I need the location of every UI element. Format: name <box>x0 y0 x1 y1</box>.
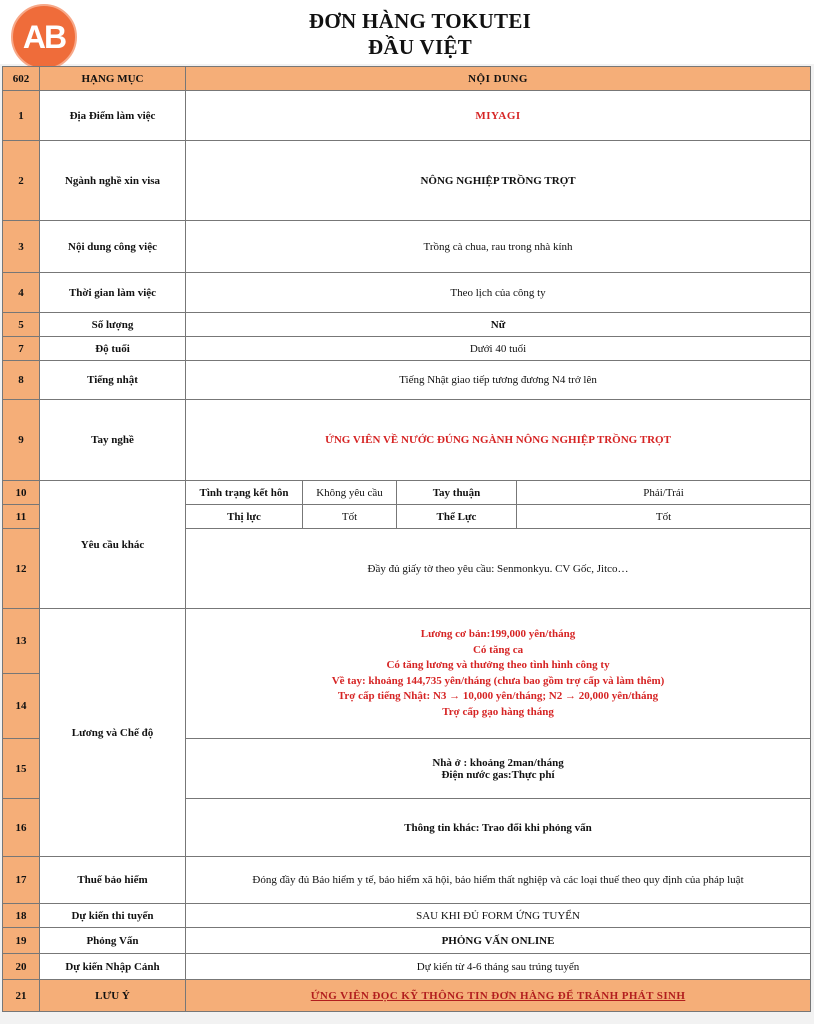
interview-value: PHỎNG VẤN ONLINE <box>186 928 811 954</box>
salary-line: Có tăng lương và thưởng theo tình hình công ty <box>386 659 610 671</box>
salary-line: Có tăng ca <box>472 643 524 656</box>
column-header-content: NỘI DUNG <box>186 67 811 91</box>
row-label: Tiếng nhật <box>40 361 186 400</box>
fitness-label: Thể Lực <box>397 505 517 529</box>
row-label: Phỏng Vấn <box>40 928 186 954</box>
table-row <box>3 857 811 904</box>
fitness-value: Tốt <box>517 505 811 529</box>
row-label: Độ tuổi <box>40 337 186 361</box>
row-number: 12 <box>3 529 40 609</box>
handedness-value: Phải/Trái <box>517 481 811 505</box>
row-number: 9 <box>3 400 40 481</box>
row-number: 5 <box>3 313 40 337</box>
quantity-value: Nữ <box>186 313 811 337</box>
row-label: Thuế bảo hiểm <box>40 857 186 904</box>
table-row <box>3 141 811 221</box>
row-label: Thời gian làm việc <box>40 273 186 313</box>
row-number: 4 <box>3 273 40 313</box>
note-value: ỨNG VIÊN ĐỌC KỸ THÔNG TIN ĐƠN HÀNG ĐỂ TRÁNH PHÁT SINH <box>310 989 686 1002</box>
row-label: Dự kiến thi tuyển <box>40 904 186 928</box>
working-time-value: Theo lịch của công ty <box>186 273 811 313</box>
row-number: 14 <box>3 674 40 739</box>
table-row <box>3 928 811 954</box>
housing-line: Nhà ở : khoảng 2man/tháng <box>432 756 564 769</box>
row-label: Địa Điểm làm việc <box>40 91 186 141</box>
logo-text: AB <box>22 18 66 55</box>
table-row <box>3 609 811 674</box>
japanese-level-value: Tiếng Nhật giao tiếp tương đương N4 trở lên <box>186 361 811 400</box>
row-number: 17 <box>3 857 40 904</box>
row-label: Tay nghề <box>40 400 186 481</box>
table-row <box>3 337 811 361</box>
table-header-row <box>3 67 811 91</box>
utilities-line: Điện nước gas:Thực phí <box>441 768 555 781</box>
salary-line: Trợ cấp tiếng Nhật: N3 → 10,000 yên/tháng; N2 → 20,000 yên/tháng <box>337 690 659 702</box>
row-number: 7 <box>3 337 40 361</box>
job-description-value: Trồng cà chua, rau trong nhà kính <box>186 221 811 273</box>
tax-insurance-value: Đóng đầy đủ Bảo hiểm y tế, bảo hiểm xã hội, bảo hiểm thất nghiệp và các loại thuế theo quy định của pháp luật <box>186 857 811 904</box>
row-number: 20 <box>3 954 40 980</box>
row-number: 19 <box>3 928 40 954</box>
salary-details <box>186 609 811 739</box>
housing-details <box>186 739 811 799</box>
table-row <box>3 980 811 1012</box>
row-label: Nội dung công việc <box>40 221 186 273</box>
marital-status-label: Tình trạng kết hôn <box>186 481 303 505</box>
skill-requirement-value: ỨNG VIÊN VỀ NƯỚC ĐÚNG NGÀNH NÔNG NGHIỆP TRỒNG TRỌT <box>186 400 811 481</box>
salary-label: Lương và Chế độ <box>40 609 186 857</box>
document-header <box>0 0 814 64</box>
row-number: 18 <box>3 904 40 928</box>
other-info-value: Thông tin khác: Trao đổi khi phỏng vấn <box>186 799 811 857</box>
order-code: 602 <box>3 67 40 91</box>
salary-line: Về tay: khoảng 144,735 yên/tháng (chưa bao gồm trợ cấp và làm thêm) <box>331 674 665 687</box>
job-order-table <box>2 66 811 1012</box>
table-row <box>3 273 811 313</box>
table-row <box>3 400 811 481</box>
row-label: Ngành nghề xin visa <box>40 141 186 221</box>
salary-line: Trợ cấp gạo hàng tháng <box>442 705 554 718</box>
row-number: 15 <box>3 739 40 799</box>
visa-field-value: NÔNG NGHIỆP TRỒNG TRỌT <box>186 141 811 221</box>
row-number: 11 <box>3 505 40 529</box>
company-logo <box>11 4 77 70</box>
row-number: 1 <box>3 91 40 141</box>
note-label: LƯU Ý <box>40 980 186 1012</box>
documents-value: Đầy đủ giấy tờ theo yêu cầu: Senmonkyu. CV Gốc, Jitco… <box>186 529 811 609</box>
age-value: Dưới 40 tuổi <box>186 337 811 361</box>
table-row <box>3 361 811 400</box>
row-number: 21 <box>3 980 40 1012</box>
exam-schedule-value: SAU KHI ĐỦ FORM ỨNG TUYỂN <box>186 904 811 928</box>
row-number: 16 <box>3 799 40 857</box>
row-label: Số lượng <box>40 313 186 337</box>
table-row <box>3 221 811 273</box>
marital-status-value: Không yêu cầu <box>303 481 397 505</box>
table-row <box>3 91 811 141</box>
other-requirements-label: Yêu cầu khác <box>40 481 186 609</box>
column-header-item: HẠNG MỤC <box>40 67 186 91</box>
work-location-value: MIYAGI <box>186 91 811 141</box>
row-number: 10 <box>3 481 40 505</box>
row-number: 3 <box>3 221 40 273</box>
table-row <box>3 954 811 980</box>
entry-schedule-value: Dự kiến từ 4-6 tháng sau trúng tuyển <box>186 954 811 980</box>
eyesight-value: Tốt <box>303 505 397 529</box>
eyesight-label: Thị lực <box>186 505 303 529</box>
salary-line: Lương cơ bản:199,000 yên/tháng <box>420 628 576 640</box>
note-value-cell <box>186 980 811 1012</box>
document-title: ĐƠN HÀNG TOKUTEI <box>308 9 532 33</box>
row-label: Dự kiến Nhập Cảnh <box>40 954 186 980</box>
row-number: 8 <box>3 361 40 400</box>
table-row <box>3 313 811 337</box>
handedness-label: Tay thuận <box>397 481 517 505</box>
table-row <box>3 481 811 505</box>
table-row <box>3 904 811 928</box>
row-number: 13 <box>3 609 40 674</box>
row-number: 2 <box>3 141 40 221</box>
document-subtitle: ĐẦU VIỆT <box>367 35 473 59</box>
